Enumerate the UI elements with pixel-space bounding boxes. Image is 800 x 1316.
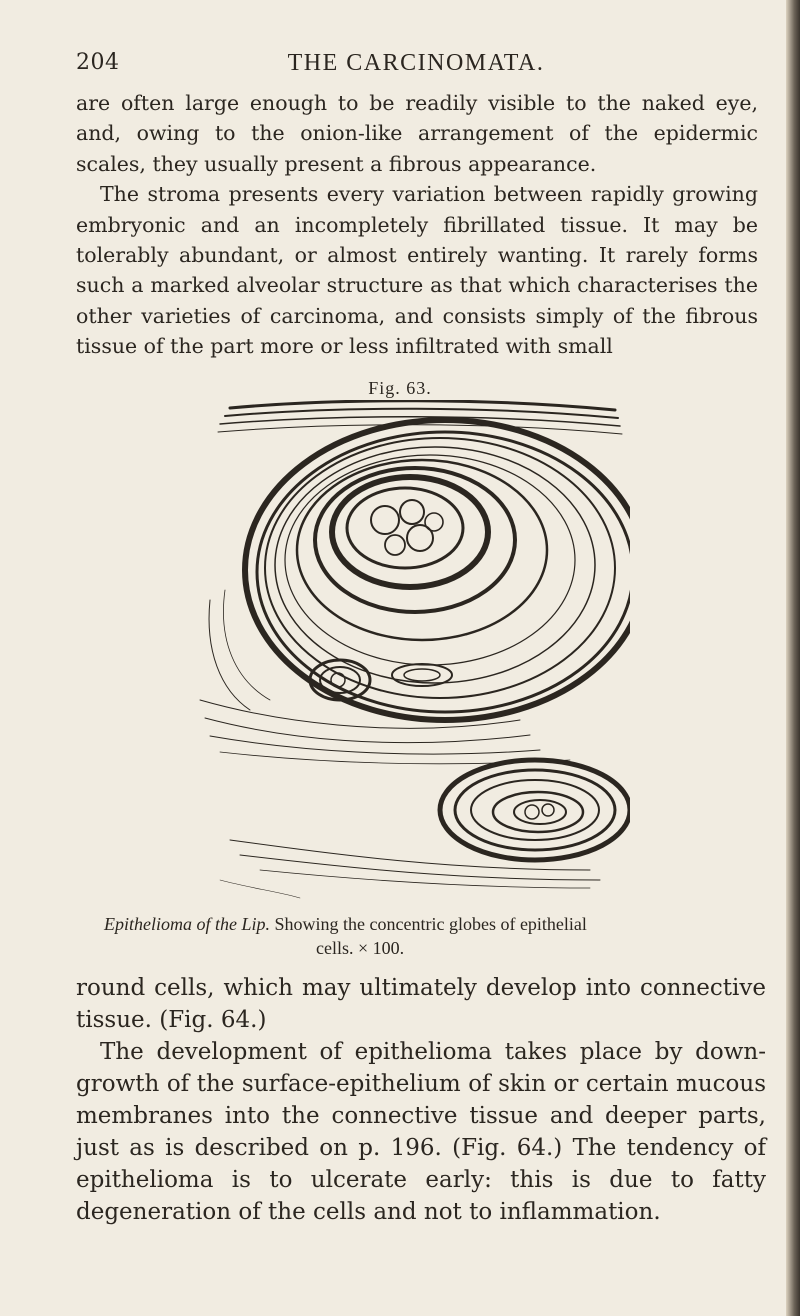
text-block-bottom <box>76 972 766 1228</box>
paragraph-2: The stroma presents every variation between rapidly growing embryonic and an incompletely fibrillated tissue. It may be tolerably abundant, or almost entirely wanting. It rarely forms such a marked alveolar structure as that which characterises the other varieties of carcinoma, and consists simply of the fibrous tissue of the part more or less infiltrated with small <box>76 182 758 359</box>
page-header <box>76 50 756 84</box>
running-head: THE CARCINOMATA. <box>287 50 545 76</box>
figure-label: Fig. 63. <box>368 378 432 398</box>
figure-caption <box>104 912 744 960</box>
page-edge-shadow <box>786 0 800 1316</box>
paragraph-3: round cells, which may ultimately develop into connective tissue. (Fig. 64.) <box>76 975 766 1033</box>
paragraph-4: The development of epithelioma takes place by down-growth of the surface-epithelium of skin or certain mucous membranes into the connective tissue and deeper parts, just as is described on p. 196. (Fig. 64.) The tendency of epithelioma is to ulcerate early: this is due to fatty degeneration of the cells and not to inflammation. <box>76 1039 766 1225</box>
text-block-top <box>76 88 758 362</box>
caption-text-2: cells. × 100. <box>316 938 405 958</box>
caption-title: Epithelioma of the Lip. <box>104 914 270 934</box>
page-number: 204 <box>76 50 120 75</box>
epithelioma-illustration <box>190 400 630 900</box>
paragraph-1: are often large enough to be readily visible to the naked eye, and, owing to the onion-like arrangement of the epidermic scales, they usually present a fibrous appearance. <box>76 91 758 176</box>
caption-text: Showing the concentric globes of epithelial <box>274 914 587 934</box>
